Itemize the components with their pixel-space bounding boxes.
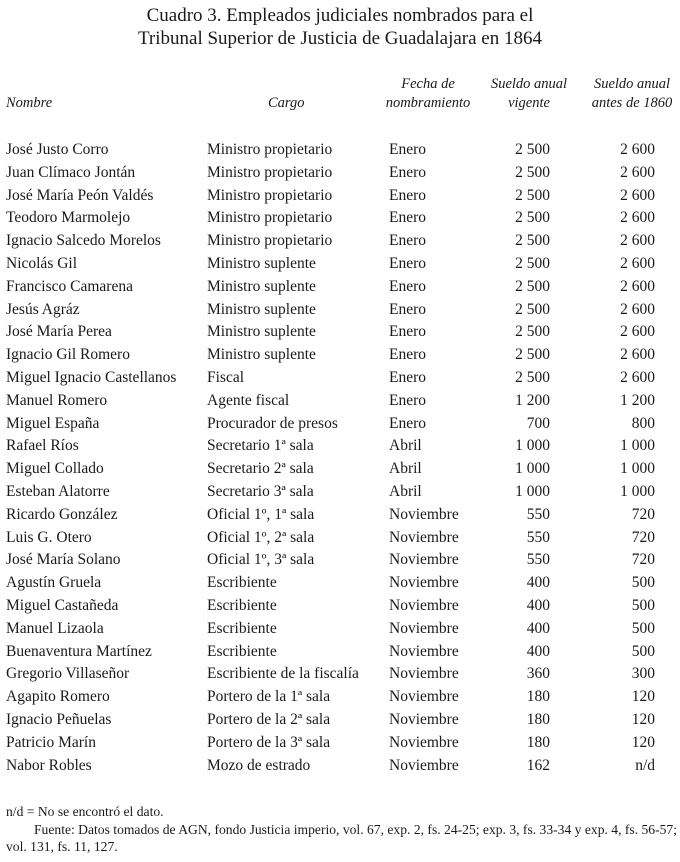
cell-cargo: Secretario 1ª sala bbox=[207, 437, 314, 455]
cell-fecha: Enero bbox=[389, 277, 427, 295]
cell-sueldo-antes: 2 600 bbox=[620, 163, 655, 181]
cell-sueldo-antes: 2 600 bbox=[620, 369, 655, 386]
cell-nombre: Patricio Marín bbox=[6, 733, 96, 751]
header-fecha bbox=[376, 75, 480, 113]
cell-cargo: Oficial 1º, 3ª sala bbox=[207, 551, 315, 569]
cell-fecha: Enero bbox=[389, 391, 427, 409]
cell-sueldo-antes: 500 bbox=[631, 597, 655, 614]
table-row bbox=[0, 527, 680, 550]
header-sueldo-antes-line2: antes de 1860 bbox=[591, 95, 673, 111]
header-sueldo-vigente-line2: vigente bbox=[508, 95, 550, 111]
cell-cargo: Escribiente bbox=[207, 642, 277, 660]
cell-cargo: Agente fiscal bbox=[207, 391, 290, 409]
cell-fecha: Enero bbox=[389, 369, 427, 386]
cell-cargo: Ministro propietario bbox=[207, 186, 333, 204]
cell-sueldo-antes: 120 bbox=[631, 733, 655, 751]
table-row bbox=[0, 344, 680, 367]
cell-sueldo-antes: 2 600 bbox=[620, 186, 655, 204]
cell-fecha: Noviembre bbox=[389, 688, 459, 706]
cell-nombre: Miguel Castañeda bbox=[6, 597, 119, 614]
cell-cargo: Ministro suplente bbox=[207, 346, 316, 364]
cell-fecha: Enero bbox=[389, 163, 427, 181]
cell-sueldo-vigente: 180 bbox=[526, 733, 550, 751]
cell-sueldo-antes: 120 bbox=[631, 688, 655, 706]
cell-nombre: Esteban Alatorre bbox=[6, 483, 110, 500]
cell-sueldo-antes: n/d bbox=[635, 756, 655, 774]
table-row bbox=[0, 230, 680, 253]
cell-fecha: Enero bbox=[389, 186, 427, 204]
cell-fecha: Noviembre bbox=[389, 711, 459, 728]
cell-sueldo-antes: 120 bbox=[631, 711, 655, 728]
cell-nombre: Manuel Lizaola bbox=[6, 619, 104, 637]
cell-sueldo-antes: 2 600 bbox=[620, 300, 655, 318]
cell-fecha: Noviembre bbox=[389, 597, 459, 614]
table-row bbox=[0, 481, 680, 504]
cell-nombre: Manuel Romero bbox=[6, 391, 108, 409]
cell-sueldo-vigente: 180 bbox=[526, 688, 550, 706]
cell-cargo: Escribiente bbox=[207, 574, 277, 592]
table-row bbox=[0, 732, 680, 755]
table-row bbox=[0, 458, 680, 481]
cell-sueldo-antes: 1 000 bbox=[620, 460, 655, 478]
cell-sueldo-vigente: 2 500 bbox=[515, 369, 550, 386]
table-row bbox=[0, 663, 680, 686]
table-row bbox=[0, 321, 680, 344]
header-nombre: Nombre bbox=[6, 95, 53, 111]
cell-nombre: Ricardo González bbox=[6, 505, 118, 523]
cell-nombre: Ignacio Peñuelas bbox=[6, 711, 112, 728]
cell-fecha: Enero bbox=[389, 255, 427, 272]
cell-cargo: Portero de la 2ª sala bbox=[207, 711, 331, 728]
cell-nombre: Juan Clímaco Jontán bbox=[6, 163, 136, 181]
cell-fecha: Noviembre bbox=[389, 665, 459, 683]
cell-sueldo-antes: 2 600 bbox=[620, 255, 655, 272]
cell-sueldo-vigente: 1 000 bbox=[515, 437, 550, 455]
cell-sueldo-antes: 500 bbox=[631, 619, 655, 637]
header-sueldo-vigente bbox=[480, 75, 578, 113]
cell-fecha: Enero bbox=[389, 141, 427, 158]
cell-nombre: Ignacio Salcedo Morelos bbox=[6, 232, 161, 250]
cell-nombre: José María Perea bbox=[6, 323, 112, 341]
cell-cargo: Ministro suplente bbox=[207, 300, 316, 318]
cell-cargo: Ministro propietario bbox=[207, 163, 333, 181]
cell-fecha: Noviembre bbox=[389, 642, 459, 660]
cell-fecha: Enero bbox=[389, 209, 427, 227]
cell-nombre: Teodoro Marmolejo bbox=[6, 209, 131, 227]
cell-sueldo-antes: 2 600 bbox=[620, 209, 655, 227]
cell-nombre: Jesús Agráz bbox=[6, 300, 80, 318]
cell-sueldo-antes: 800 bbox=[631, 414, 655, 432]
cell-fecha: Abril bbox=[389, 483, 422, 500]
table-row bbox=[0, 253, 680, 276]
table-row bbox=[0, 185, 680, 208]
cell-fecha: Noviembre bbox=[389, 574, 459, 592]
cell-sueldo-antes: 2 600 bbox=[620, 141, 655, 158]
cell-sueldo-antes: 2 600 bbox=[620, 346, 655, 364]
table-row bbox=[0, 504, 680, 527]
cell-sueldo-vigente: 400 bbox=[526, 574, 550, 592]
cell-sueldo-vigente: 400 bbox=[526, 597, 550, 614]
table-title bbox=[0, 4, 680, 50]
cell-cargo: Mozo de estrado bbox=[207, 756, 311, 774]
table-row bbox=[0, 572, 680, 595]
cell-cargo: Fiscal bbox=[207, 369, 245, 386]
table-row bbox=[0, 709, 680, 732]
cell-nombre: José María Peón Valdés bbox=[6, 186, 154, 204]
table-row bbox=[0, 618, 680, 641]
header-sueldo-vigente-line1: Sueldo anual bbox=[490, 76, 568, 92]
cell-fecha: Enero bbox=[389, 346, 427, 364]
table-row bbox=[0, 686, 680, 709]
cell-cargo: Escribiente de la fiscalía bbox=[207, 665, 359, 683]
table-title-line2: Tribunal Superior de Justicia de Guadalajara en 1864 bbox=[137, 28, 542, 49]
cell-cargo: Portero de la 1ª sala bbox=[207, 688, 331, 706]
table-title-line1: Cuadro 3. Empleados judiciales nombrados para el bbox=[146, 5, 534, 26]
table-row bbox=[0, 595, 680, 618]
cell-cargo: Secretario 3ª sala bbox=[207, 483, 314, 500]
cell-nombre: Ignacio Gil Romero bbox=[6, 346, 130, 364]
cell-sueldo-vigente: 2 500 bbox=[515, 255, 550, 272]
header-sueldo-antes bbox=[584, 75, 680, 113]
cell-nombre: José Justo Corro bbox=[6, 141, 109, 158]
cell-sueldo-antes: 2 600 bbox=[620, 323, 655, 341]
note-fuente: Fuente: Datos tomados de AGN, fondo Justicia imperio, vol. 67, exp. 2, fs. 24-25; exp. 3, fs. 33-34 y exp. 4, fs. 56-57; vol. 131, fs. 11, 127. bbox=[6, 822, 677, 854]
header-fecha-line2: nombramiento bbox=[385, 95, 471, 111]
cell-sueldo-antes: 720 bbox=[631, 528, 655, 546]
cell-sueldo-vigente: 550 bbox=[526, 505, 550, 523]
cell-sueldo-antes: 2 600 bbox=[620, 232, 655, 250]
cell-cargo: Ministro propietario bbox=[207, 232, 333, 250]
cell-sueldo-vigente: 400 bbox=[526, 619, 550, 637]
cell-sueldo-vigente: 2 500 bbox=[515, 346, 550, 364]
cell-sueldo-antes: 1 200 bbox=[620, 391, 655, 409]
cell-sueldo-vigente: 2 500 bbox=[515, 323, 550, 341]
cell-cargo: Ministro propietario bbox=[207, 141, 333, 158]
table-row bbox=[0, 276, 680, 299]
cell-cargo: Portero de la 3ª sala bbox=[207, 733, 331, 751]
table-row bbox=[0, 641, 680, 664]
cell-sueldo-antes: 500 bbox=[631, 574, 655, 592]
note-nd: n/d = No se encontró el dato. bbox=[6, 804, 164, 819]
header-sueldo-antes-line1: Sueldo anual bbox=[593, 76, 671, 92]
cell-cargo: Oficial 1º, 2ª sala bbox=[207, 528, 315, 546]
cell-sueldo-antes: 720 bbox=[631, 505, 655, 523]
cell-sueldo-antes: 1 000 bbox=[620, 437, 655, 455]
table-row bbox=[0, 755, 680, 778]
cell-sueldo-antes: 720 bbox=[631, 551, 655, 569]
cell-fecha: Noviembre bbox=[389, 551, 459, 569]
table-row bbox=[0, 139, 680, 162]
cell-nombre: Nabor Robles bbox=[6, 756, 92, 774]
cell-sueldo-vigente: 1 000 bbox=[515, 483, 550, 500]
cell-fecha: Noviembre bbox=[389, 756, 459, 774]
cell-sueldo-vigente: 700 bbox=[526, 414, 550, 432]
cell-sueldo-vigente: 2 500 bbox=[515, 209, 550, 227]
cell-sueldo-antes: 1 000 bbox=[620, 483, 655, 500]
cell-cargo: Escribiente bbox=[207, 619, 277, 637]
header-fecha-line1: Fecha de bbox=[401, 76, 455, 92]
table-row bbox=[0, 367, 680, 390]
cell-sueldo-vigente: 2 500 bbox=[515, 232, 550, 250]
cell-nombre: Agapito Romero bbox=[6, 688, 110, 706]
cell-fecha: Noviembre bbox=[389, 505, 459, 523]
cell-sueldo-vigente: 1 200 bbox=[515, 391, 550, 409]
cell-sueldo-vigente: 1 000 bbox=[515, 460, 550, 478]
cell-sueldo-vigente: 2 500 bbox=[515, 163, 550, 181]
cell-nombre: Miguel Collado bbox=[6, 460, 104, 478]
cell-cargo: Ministro suplente bbox=[207, 255, 316, 272]
cell-cargo: Ministro suplente bbox=[207, 323, 316, 341]
cell-nombre: Miguel Ignacio Castellanos bbox=[6, 369, 177, 386]
cell-sueldo-vigente: 2 500 bbox=[515, 186, 550, 204]
cell-sueldo-antes: 500 bbox=[631, 642, 655, 660]
cell-nombre: José María Solano bbox=[6, 551, 121, 569]
cell-nombre: Luis G. Otero bbox=[6, 528, 92, 546]
table-row bbox=[0, 207, 680, 230]
cell-nombre: Agustín Gruela bbox=[6, 574, 102, 592]
cell-sueldo-vigente: 180 bbox=[526, 711, 550, 728]
cell-sueldo-vigente: 360 bbox=[526, 665, 550, 683]
cell-cargo: Escribiente bbox=[207, 597, 277, 614]
cell-nombre: Gregorio Villaseñor bbox=[6, 665, 130, 683]
cell-cargo: Oficial 1º, 1ª sala bbox=[207, 505, 315, 523]
cell-fecha: Abril bbox=[389, 460, 422, 478]
header-cargo: Cargo bbox=[268, 95, 305, 111]
cell-sueldo-vigente: 400 bbox=[526, 642, 550, 660]
cell-fecha: Noviembre bbox=[389, 619, 459, 637]
cell-sueldo-vigente: 550 bbox=[526, 528, 550, 546]
table-row bbox=[0, 162, 680, 185]
table-row bbox=[0, 413, 680, 436]
cell-cargo: Ministro suplente bbox=[207, 277, 316, 295]
table-row bbox=[0, 299, 680, 322]
cell-nombre: Miguel España bbox=[6, 414, 100, 432]
cell-cargo: Secretario 2ª sala bbox=[207, 460, 314, 478]
cell-sueldo-antes: 300 bbox=[631, 665, 655, 683]
cell-sueldo-vigente: 2 500 bbox=[515, 141, 550, 158]
cell-sueldo-vigente: 2 500 bbox=[515, 300, 550, 318]
cell-fecha: Enero bbox=[389, 232, 427, 250]
cell-fecha: Enero bbox=[389, 414, 427, 432]
cell-fecha: Abril bbox=[389, 437, 422, 455]
cell-nombre: Francisco Camarena bbox=[6, 277, 133, 295]
cell-cargo: Procurador de presos bbox=[207, 414, 338, 432]
cell-sueldo-vigente: 162 bbox=[526, 756, 550, 774]
table-row bbox=[0, 390, 680, 413]
cell-fecha: Noviembre bbox=[389, 528, 459, 546]
cell-nombre: Nicolás Gil bbox=[6, 255, 78, 272]
cell-sueldo-antes: 2 600 bbox=[620, 277, 655, 295]
cell-nombre: Buenaventura Martínez bbox=[6, 642, 152, 660]
table-row bbox=[0, 435, 680, 458]
table-row bbox=[0, 549, 680, 572]
cell-cargo: Ministro propietario bbox=[207, 209, 333, 227]
cell-nombre: Rafael Ríos bbox=[6, 437, 79, 455]
cell-fecha: Enero bbox=[389, 323, 427, 341]
cell-fecha: Enero bbox=[389, 300, 427, 318]
cell-sueldo-vigente: 2 500 bbox=[515, 277, 550, 295]
cell-sueldo-vigente: 550 bbox=[526, 551, 550, 569]
cell-fecha: Noviembre bbox=[389, 733, 459, 751]
